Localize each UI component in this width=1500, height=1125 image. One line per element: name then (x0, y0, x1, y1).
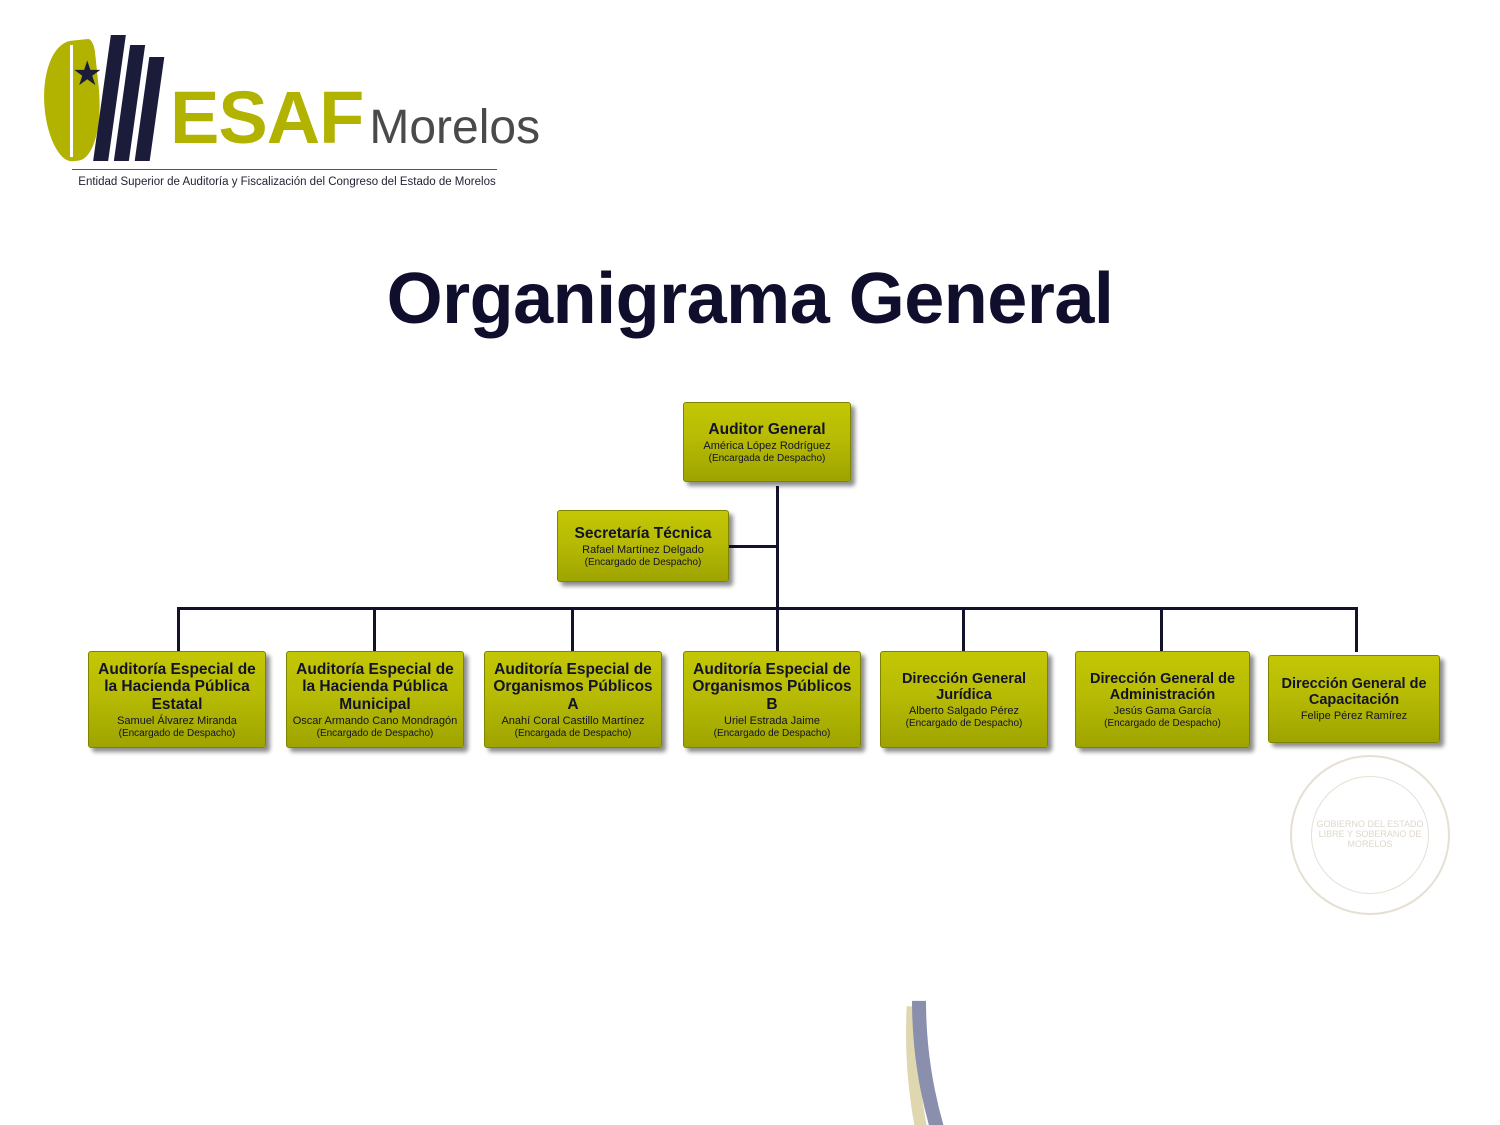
feather-star-logo-icon: ★ (44, 31, 166, 163)
org-node-role: (Encargada de Despacho) (708, 452, 826, 464)
org-node-name: Rafael Martínez Delgado (582, 544, 704, 557)
org-node-direccion-juridica[interactable] (880, 651, 1048, 748)
org-node-title: Auditoría Especial de Organismos Públicos A (493, 660, 653, 713)
org-node-direccion-capacitacion[interactable] (1268, 655, 1440, 743)
edge-bus-to-capacitacion (1355, 607, 1358, 652)
edge-auditor-to-secretaria (728, 545, 778, 548)
org-node-role: (Encargado de Despacho) (905, 717, 1023, 729)
org-node-direccion-administracion[interactable] (1075, 651, 1250, 748)
org-node-auditoria-organismos-b[interactable] (683, 651, 861, 748)
org-node-name: Jesús Gama García (1113, 705, 1212, 718)
org-node-title: Dirección General Jurídica (901, 670, 1027, 703)
org-node-name: Oscar Armando Cano Mondragón (292, 714, 458, 727)
org-node-title: Secretaría Técnica (574, 524, 712, 542)
org-node-role: (Encargado de Despacho) (1104, 717, 1221, 729)
org-node-title: Auditor General (708, 420, 826, 438)
org-node-role: (Encargada de Despacho) (514, 727, 632, 739)
org-node-role: (Encargado de Despacho) (316, 727, 434, 739)
org-node-role: (Encargado de Despacho) (118, 727, 236, 739)
seal-inner-text: GOBIERNO DEL ESTADO LIBRE Y SOBERANO DE MORELOS (1311, 776, 1429, 894)
edge-bus-to-juridica (962, 607, 965, 652)
org-node-name: Uriel Estrada Jaime (724, 714, 820, 727)
org-node-title: Auditoría Especial de la Hacienda Pública Municipal (296, 660, 454, 713)
edge-bus-to-hacienda-municipal (373, 607, 376, 652)
logo-tagline: Entidad Superior de Auditoría y Fiscalización del Congreso del Estado de Morelos (78, 176, 496, 188)
page-title: Organigrama General (386, 259, 1114, 339)
edge-bus-to-administracion (1160, 607, 1163, 652)
edge-auditor-to-bus (776, 486, 779, 610)
edge-bus-to-organismos-b (776, 607, 779, 652)
edge-horizontal-bus (177, 607, 1357, 610)
org-node-auditoria-organismos-a[interactable] (484, 651, 662, 748)
edge-bus-to-organismos-a (571, 607, 574, 652)
org-node-secretaria-tecnica[interactable] (557, 510, 729, 582)
org-node-name: América López Rodríguez (703, 440, 831, 453)
org-node-auditor-general[interactable] (683, 402, 851, 482)
org-node-auditoria-hacienda-municipal[interactable] (286, 651, 464, 748)
edge-bus-to-hacienda-estatal (177, 607, 180, 652)
org-node-role: (Encargado de Despacho) (584, 556, 702, 568)
org-node-role: (Encargado de Despacho) (713, 727, 831, 739)
logo-brand: ESAF (170, 76, 364, 159)
org-node-title: Auditoría Especial de Organismos Públicos B (692, 660, 852, 713)
org-node-name: Anahí Coral Castillo Martínez (501, 714, 645, 727)
org-node-title: Auditoría Especial de la Hacienda Pública Estatal (98, 660, 256, 713)
org-node-name: Alberto Salgado Pérez (908, 705, 1020, 718)
org-node-title: Dirección General de Administración (1089, 670, 1236, 703)
org-node-title: Dirección General de Capacitación (1281, 675, 1427, 709)
org-node-auditoria-hacienda-estatal[interactable] (88, 651, 266, 748)
org-node-name: Felipe Pérez Ramírez (1300, 710, 1408, 723)
org-node-name: Samuel Álvarez Miranda (117, 714, 237, 727)
logo-brand-suffix: Morelos (369, 101, 541, 154)
